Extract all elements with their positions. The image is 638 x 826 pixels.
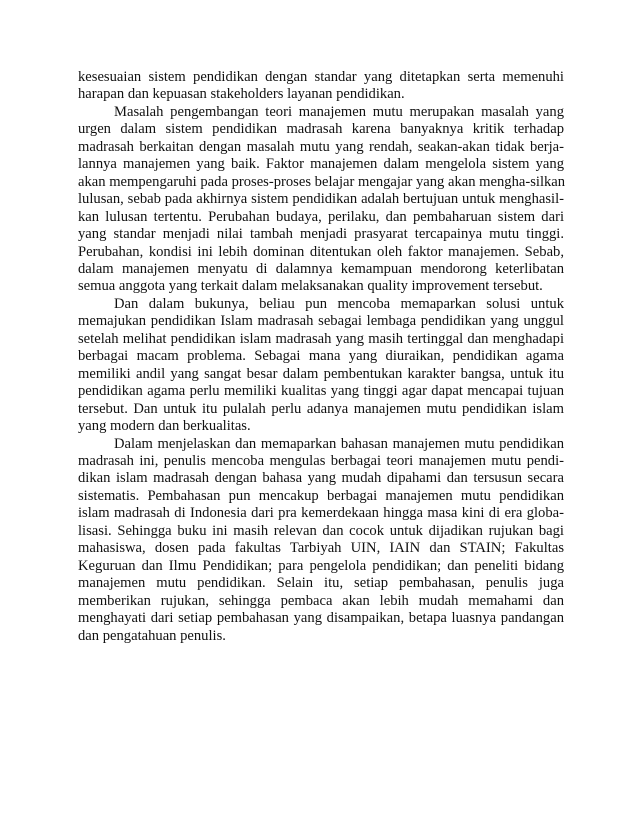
text-line: semua anggota yang terkait dalam melaksanakan quality improvement tersebut.: [78, 278, 543, 295]
text-line: dikan islam madrasah dengan bahasa yang mudah dipahami dan tersusun secara: [78, 470, 564, 487]
text-line: Perubahan, kondisi ini lebih dominan ditentukan oleh faktor manajemen. Sebab,: [78, 243, 564, 260]
text-line: lulusan, sebab pada akhirnya sistem pendidikan adalah bertujuan untuk menghasil-: [78, 191, 564, 208]
text-line: memiliki andil yang sangat besar dalam pembentukan karakter bangsa, untuk itu: [78, 365, 564, 382]
text-line: dan pengatahuan penulis.: [78, 627, 226, 644]
text-line: yang standar menjadi nilai tambah menjadi prasyarat tercapainya mutu tinggi.: [78, 226, 564, 243]
text-line: memajukan pendidikan Islam madrasah sebagai lembaga pendidikan yang unggul: [78, 313, 564, 330]
text-line: kesesuaian sistem pendidikan dengan standar yang ditetapkan serta memenuhi: [78, 69, 564, 85]
text-line: madrasah berkaitan dengan masalah mutu yang rendah, seakan-akan tidak berja-: [78, 138, 564, 155]
text-line: tersebut. Dan untuk itu pulalah perlu adanya manajemen mutu pendidikan islam: [78, 400, 564, 417]
text-line: islam madrasah di Indonesia dari pra kemerdekaan hingga masa kini di era globa-: [78, 505, 564, 522]
text-line: menghayati dari setiap pembahasan yang disampaikan, betapa luasnya pandangan: [78, 610, 564, 627]
text-line: madrasah ini, penulis mencoba mengulas berbagai teori manajemen mutu pendi-: [78, 452, 564, 469]
text-line: berbagai macam problema. Sebagai mana yang diuraikan, pendidikan agama: [78, 348, 564, 365]
paragraph: [78, 104, 564, 296]
text-line: setelah melihat pendidikan islam madrasah yang masih tertinggal dan menghadapi: [78, 330, 564, 347]
paragraph: [78, 296, 564, 436]
text-line: lisasi. Sehingga buku ini masih relevan dan cocok untuk dijadikan rujukan bagi: [78, 522, 564, 539]
text-line: memberikan rujukan, sehingga pembaca akan lebih mudah memahami dan: [78, 592, 564, 609]
text-line: Masalah pengembangan teori manajemen mutu merupakan masalah yang: [114, 103, 564, 120]
text-line: mahasiswa, dosen pada fakultas Tarbiyah UIN, IAIN dan STAIN; Fakultas: [78, 540, 564, 557]
document-page: [78, 69, 564, 645]
text-line: yang modern dan berkualitas.: [78, 418, 251, 435]
text-line: Keguruan dan Ilmu Pendidikan; para pengelola pendidikan; dan peneliti bidang: [78, 557, 564, 574]
text-line: urgen dalam sistem pendidikan madrasah karena banyaknya kritik terhadap: [78, 121, 564, 138]
text-line: kan lulusan tertentu. Perubahan budaya, perilaku, dan pembaharuan sistem dari: [78, 208, 564, 225]
text-line: harapan dan kepuasan stakeholders layanan pendidikan.: [78, 86, 405, 103]
text-line: lannya manajemen yang baik. Faktor manajemen dalam mengelola sistem yang: [78, 156, 564, 173]
text-line: sistematis. Pembahasan pun mencakup berbagai manajemen mutu pendidikan: [78, 487, 564, 504]
paragraph: [78, 436, 564, 645]
text-line: pendidikan agama perlu memiliki kualitas yang tinggi agar dapat mencapai tujuan: [78, 383, 564, 400]
paragraph: [78, 69, 564, 104]
text-line: manajemen mutu pendidikan. Selain itu, setiap pembahasan, penulis juga: [78, 575, 564, 592]
text-line: Dalam menjelaskan dan memaparkan bahasan manajemen mutu pendidikan: [114, 435, 564, 452]
text-line: dalam manajemen menyatu di dalamnya kemampuan mendorong keterlibatan: [78, 260, 564, 277]
text-line: akan mempengaruhi pada proses-proses belajar mengajar yang akan mengha-silkan: [78, 173, 566, 190]
text-line: Dan dalam bukunya, beliau pun mencoba memaparkan solusi untuk: [114, 295, 564, 312]
body-text: [78, 69, 564, 645]
